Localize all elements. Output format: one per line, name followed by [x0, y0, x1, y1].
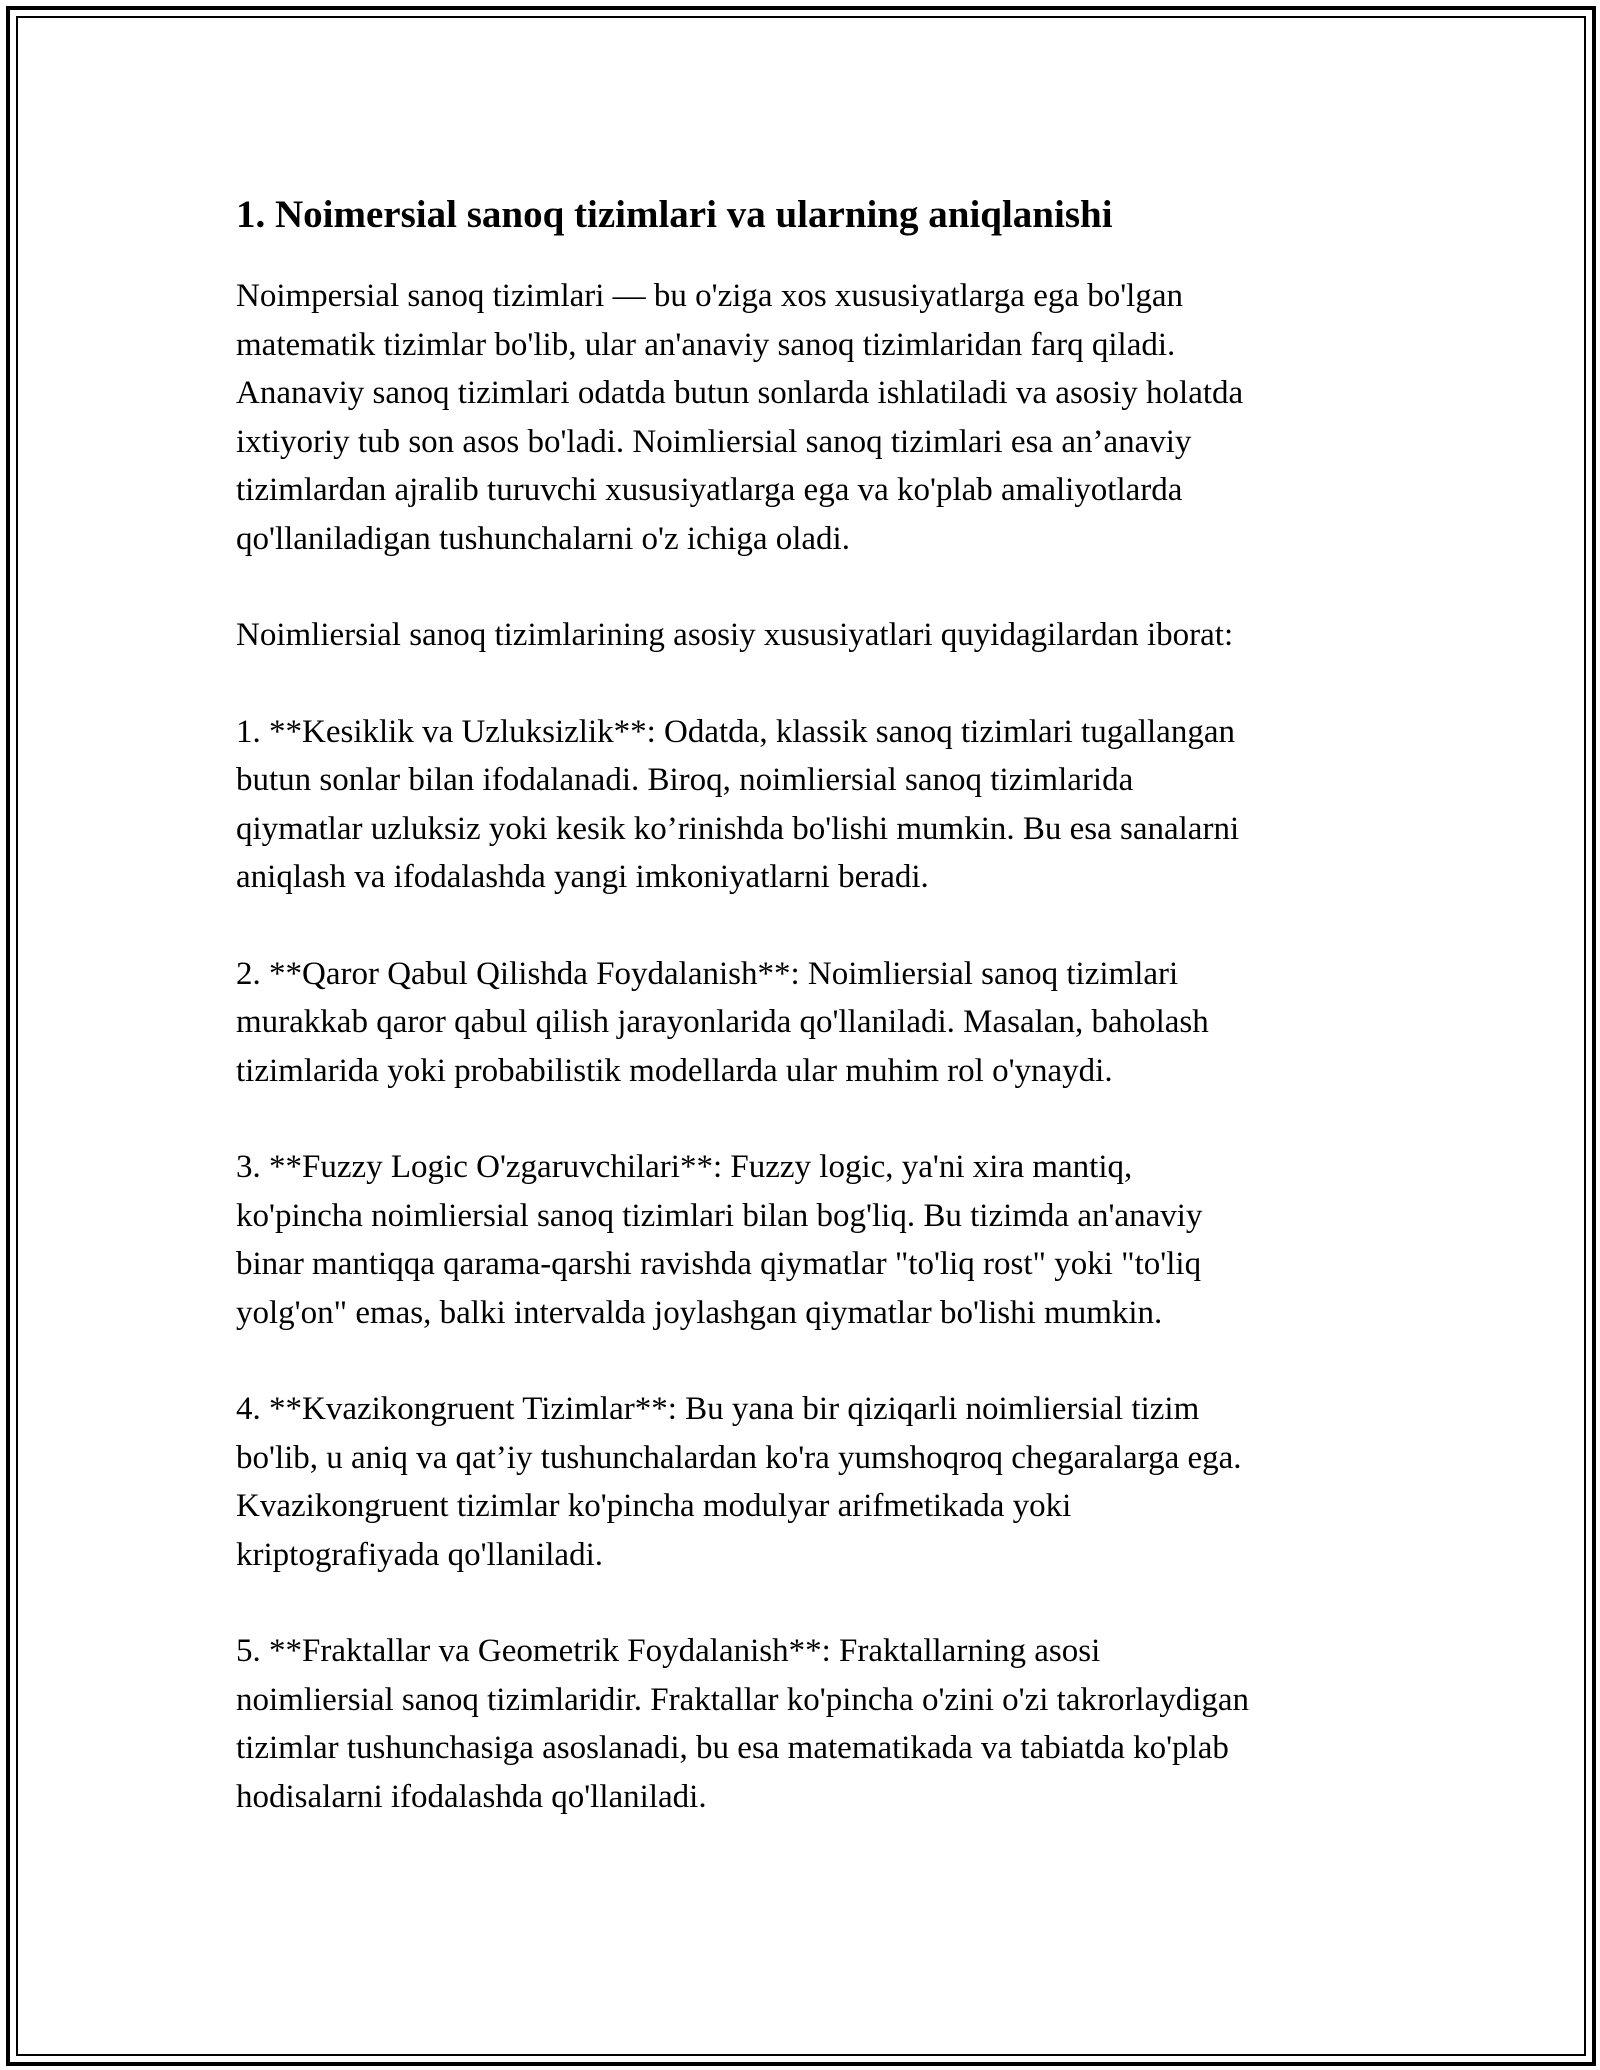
- document-body: [236, 188, 1386, 1869]
- list-item-1: 1. **Kesiklik va Uzluksizlik**: Odatda, klassik sanoq tizimlari tugallangan butun sonlar bilan ifodalanadi. Biroq, noimliersial sanoq tizimlarida qiymatlar uzluksiz yoki kesik ko’rinishda bo'lishi mumkin. Bu esa sanalarni aniqlash va ifodalashda yangi imkoniyatlarni beradi.: [236, 713, 1240, 895]
- list-item-5: 5. **Fraktallar va Geometrik Foydalanish**: Fraktallarning asosi noimliersial sanoq tizimlaridir. Fraktallar ko'pincha o'zini o'zi takrorlaydigan tizimlar tushunchasiga asoslanadi, bu esa matematikada va tabiatda ko'plab hodisalarni ifodalashda qo'llaniladi.: [236, 1633, 1250, 1815]
- section-heading: 1. Noimersial sanoq tizimlari va ularning aniqlanishi: [236, 193, 1113, 236]
- list-item-3: 3. **Fuzzy Logic O'zgaruvchilari**: Fuzzy logic, ya'ni xira mantiq, ko'pincha noimliersial sanoq tizimlari bilan bog'liq. Bu tizimda an'anaviy binar mantiqqa qarama-qarshi ravishda qiymatlar "to'liq rost" yoki "to'liq yolg'on" emas, balki intervalda joylashgan qiymatlar bo'lishi mumkin.: [236, 1149, 1203, 1331]
- list-item-4: 4. **Kvazikongruent Tizimlar**: Bu yana bir qiziqarli noimliersial tizim bo'lib, u aniq va qat’iy tushunchalardan ko'ra yumshoqroq chegaralarga ega. Kvazikongruent tizimlar ko'pincha modulyar arifmetikada yoki kriptografiyada qo'llaniladi.: [236, 1391, 1242, 1573]
- paragraph-intro: Noimpersial sanoq tizimlari — bu o'ziga xos xususiyatlarga ega bo'lgan matematik tizimlar bo'lib, ular an'anaviy sanoq tizimlaridan farq qiladi. Ananaviy sanoq tizimlari odatda butun sonlarda ishlatiladi va asosiy holatda ixtiyoriy tub son asos bo'ladi. Noimliersial sanoq tizimlari esa an’anaviy tizimlardan ajralib turuvchi xususiyatlarga ega va ko'plab amaliyotlarda qo'llaniladigan tushunchalarni o'z ichiga oladi.: [236, 278, 1244, 557]
- paragraph-list-intro: Noimliersial sanoq tizimlarining asosiy xususiyatlari quyidagilardan iborat:: [236, 617, 1234, 653]
- list-item-2: 2. **Qaror Qabul Qilishda Foydalanish**: Noimliersial sanoq tizimlari murakkab qaror qabul qilish jarayonlarida qo'llaniladi. Masalan, baholash tizimlarida yoki probabilistik modellarda ular muhim rol o'ynaydi.: [236, 955, 1209, 1089]
